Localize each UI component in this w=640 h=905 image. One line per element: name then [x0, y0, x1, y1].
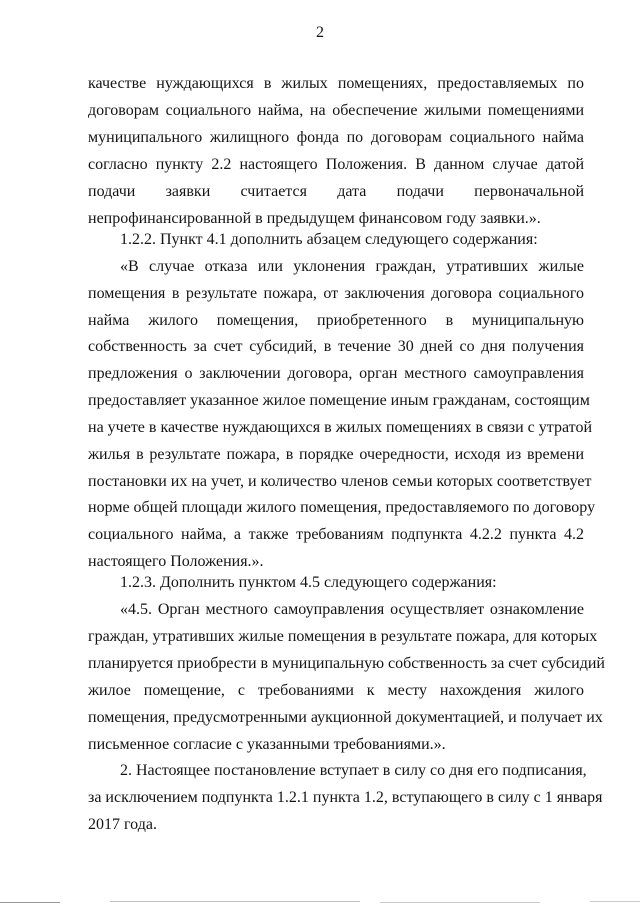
text-line: собственность за счет субсидий, в течение 30 дней со дня получения: [88, 338, 584, 355]
text-line: предложения о заключении договора, орган местного самоуправления: [88, 365, 584, 382]
text-line: постановки их на учет, и количество членов семьи которых соответствует: [88, 473, 592, 490]
page-number: 2: [316, 24, 324, 41]
text-line: помещения, предусмотренными аукционной документацией, и получает их: [88, 709, 603, 726]
text-line: помещения в результате пожара, от заключения договора социального: [88, 285, 584, 302]
text-line: «В случае отказа или уклонения граждан, утративших жилые: [120, 258, 584, 275]
text-line: настоящего Положения.».: [88, 553, 264, 570]
text-line: предоставляет указанное жилое помещение иным гражданам, состоящим: [88, 392, 590, 409]
text-line: за исключением подпункта 1.2.1 пункта 1.2, вступающего в силу с 1 января: [88, 789, 603, 806]
text-line: договорам социального найма, на обеспечение жилыми помещениями: [88, 102, 584, 119]
text-line: норме общей площади жилого помещения, предоставляемого по договору: [88, 499, 596, 516]
text-line: найма жилого помещения, приобретенного в муниципальную: [88, 312, 584, 329]
text-line: «4.5. Орган местного самоуправления осуществляет ознакомление: [120, 601, 584, 618]
text-line: 1.2.2. Пункт 4.1 дополнить абзацем следующего содержания:: [120, 231, 538, 248]
text-line: согласно пункту 2.2 настоящего Положения. В данном случае датой: [88, 156, 584, 173]
text-line: письменное согласие с указанными требованиями.».: [88, 736, 446, 753]
text-line: подачи заявки считается дата подачи первоначальной: [88, 183, 584, 200]
text-line: 1.2.3. Дополнить пунктом 4.5 следующего содержания:: [120, 574, 497, 591]
text-line: жилья в результате пожара, в порядке очередности, исходя из времени: [88, 446, 584, 463]
text-line: планируется приобрести в муниципальную собственность за счет субсидий: [88, 655, 605, 672]
text-line: качестве нуждающихся в жилых помещениях, предоставляемых по: [88, 75, 584, 92]
text-line: граждан, утративших жилые помещения в результате пожара, для которых: [88, 628, 598, 645]
text-line: 2017 года.: [88, 816, 157, 833]
text-line: 2. Настоящее постановление вступает в силу со дня его подписания,: [120, 762, 587, 779]
text-line: на учете в качестве нуждающихся в жилых помещениях в связи с утратой: [88, 419, 592, 436]
text-line: жилое помещение, с требованиями к месту нахождения жилого: [88, 682, 584, 699]
text-line: непрофинансированной в предыдущем финансовом году заявки.».: [88, 210, 541, 227]
text-line: муниципального жилищного фонда по договорам социального найма: [88, 129, 584, 146]
text-line: социального найма, а также требованиям подпункта 4.2.2 пункта 4.2: [88, 526, 584, 543]
